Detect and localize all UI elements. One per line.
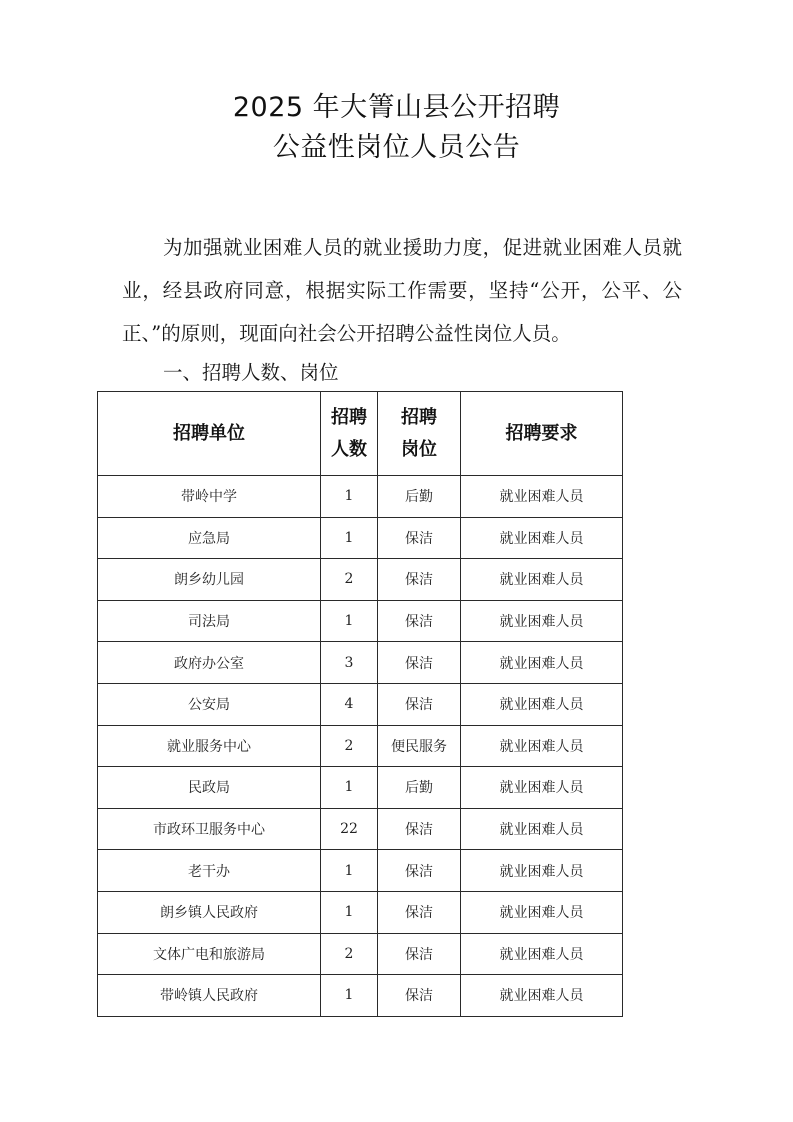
cell-post: 保洁 (378, 975, 461, 1017)
cell-unit: 政府办公室 (98, 642, 321, 684)
header-count (321, 392, 378, 476)
cell-unit: 就业服务中心 (98, 725, 321, 767)
cell-requirement: 就业困难人员 (461, 476, 623, 518)
table-row (98, 600, 623, 642)
table-row (98, 808, 623, 850)
cell-post: 保洁 (378, 600, 461, 642)
cell-unit: 应急局 (98, 517, 321, 559)
header-count-line1: 招聘 (331, 406, 367, 428)
cell-unit: 市政环卫服务中心 (98, 808, 321, 850)
cell-requirement: 就业困难人员 (461, 975, 623, 1017)
cell-count: 1 (321, 600, 378, 642)
cell-requirement: 就业困难人员 (461, 891, 623, 933)
cell-requirement: 就业困难人员 (461, 850, 623, 892)
table-header-row (98, 392, 623, 476)
header-unit: 招聘单位 (98, 392, 321, 476)
cell-post: 保洁 (378, 642, 461, 684)
header-post-line1: 招聘 (401, 406, 437, 428)
cell-post: 保洁 (378, 891, 461, 933)
cell-count: 3 (321, 642, 378, 684)
cell-count: 1 (321, 767, 378, 809)
table-row (98, 559, 623, 601)
cell-count: 2 (321, 933, 378, 975)
cell-unit: 文体广电和旅游局 (98, 933, 321, 975)
cell-requirement: 就业困难人员 (461, 725, 623, 767)
table-row (98, 767, 623, 809)
header-requirement: 招聘要求 (461, 392, 623, 476)
cell-requirement: 就业困难人员 (461, 933, 623, 975)
table-row (98, 683, 623, 725)
cell-post: 后勤 (378, 476, 461, 518)
cell-count: 2 (321, 559, 378, 601)
cell-post: 保洁 (378, 850, 461, 892)
cell-requirement: 就业困难人员 (461, 559, 623, 601)
cell-count: 2 (321, 725, 378, 767)
cell-post: 便民服务 (378, 725, 461, 767)
table-row (98, 517, 623, 559)
cell-post: 保洁 (378, 808, 461, 850)
cell-requirement: 就业困难人员 (461, 517, 623, 559)
cell-unit: 带岭中学 (98, 476, 321, 518)
header-post-line2: 岗位 (401, 438, 437, 460)
header-count-line2: 人数 (331, 438, 367, 460)
table-row (98, 476, 623, 518)
cell-post: 后勤 (378, 767, 461, 809)
cell-unit: 朗乡镇人民政府 (98, 891, 321, 933)
cell-unit: 朗乡幼儿园 (98, 559, 321, 601)
table-row (98, 642, 623, 684)
cell-unit: 司法局 (98, 600, 321, 642)
cell-post: 保洁 (378, 559, 461, 601)
intro-paragraph: 为加强就业困难人员的就业援助力度，促进就业困难人员就业，经县政府同意，根据实际工作需要，坚持“公开，公平、公正、”的原则，现面向社会公开招聘公益性岗位人员。 (122, 236, 682, 345)
cell-count: 1 (321, 975, 378, 1017)
table-row (98, 850, 623, 892)
cell-unit: 公安局 (98, 683, 321, 725)
document-title-line1: 2025 年大箐山县公开招聘 (232, 92, 561, 123)
cell-requirement: 就业困难人员 (461, 600, 623, 642)
cell-count: 4 (321, 683, 378, 725)
document-title-line2: 公益性岗位人员公告 (272, 132, 521, 163)
table-row (98, 933, 623, 975)
cell-post: 保洁 (378, 933, 461, 975)
cell-unit: 民政局 (98, 767, 321, 809)
cell-requirement: 就业困难人员 (461, 642, 623, 684)
table-row (98, 891, 623, 933)
cell-requirement: 就业困难人员 (461, 808, 623, 850)
cell-count: 1 (321, 850, 378, 892)
cell-post: 保洁 (378, 517, 461, 559)
cell-unit: 老干办 (98, 850, 321, 892)
recruitment-table (97, 391, 623, 1017)
cell-count: 1 (321, 476, 378, 518)
table-row (98, 975, 623, 1017)
cell-count: 22 (321, 808, 378, 850)
section-heading-recruitment: 一、招聘人数、岗位 (163, 361, 339, 384)
cell-count: 1 (321, 891, 378, 933)
cell-requirement: 就业困难人员 (461, 767, 623, 809)
cell-requirement: 就业困难人员 (461, 683, 623, 725)
cell-unit: 带岭镇人民政府 (98, 975, 321, 1017)
table-row (98, 725, 623, 767)
header-post (378, 392, 461, 476)
cell-post: 保洁 (378, 683, 461, 725)
cell-count: 1 (321, 517, 378, 559)
